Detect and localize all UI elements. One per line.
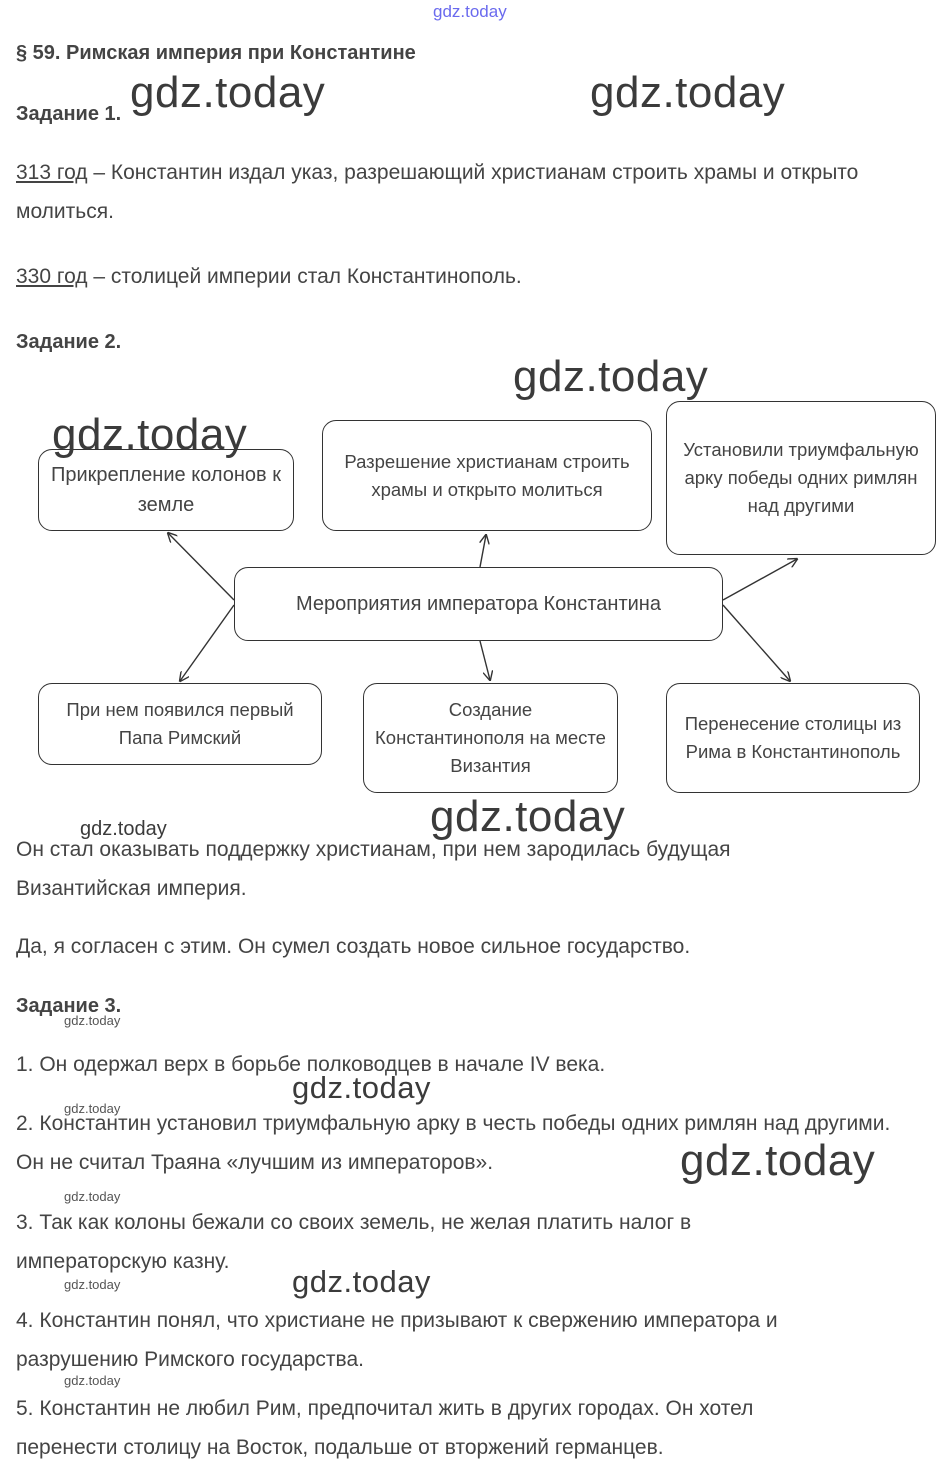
watermark: gdz.today (52, 410, 248, 459)
watermark: gdz.today (64, 1013, 121, 1028)
box-center: Мероприятия императора Константина (234, 567, 723, 641)
arrow-to-top-left (168, 533, 234, 600)
task3-heading: Задание 3. (16, 995, 122, 1017)
watermark: gdz.today (80, 818, 167, 840)
event2-year: 330 год (16, 265, 88, 288)
watermark: gdz.today (64, 1277, 121, 1292)
arrow-to-bottom-right (723, 605, 790, 681)
task3-item-2: 2. Константин установил триумфальную арку в честь победы одних римлян над другими. Он не считал Траяна «лучшим из императоров». (16, 1112, 891, 1174)
watermark: gdz.today (64, 1189, 121, 1204)
watermark: gdz.today (680, 1136, 876, 1185)
box-top-mid: Разрешение христианам строить храмы и открыто молиться (322, 420, 652, 531)
box-bottom-mid: Создание Константинополя на месте Византия (363, 683, 618, 793)
page-title: § 59. Римская империя при Константине (16, 42, 416, 64)
watermark: gdz.today (292, 1264, 431, 1299)
box-bottom-left: При нем появился первый Папа Римский (38, 683, 322, 765)
watermark: gdz.today (64, 1373, 121, 1388)
watermark-top: gdz.today (433, 2, 507, 21)
watermark: gdz.today (590, 68, 786, 117)
box-top-left: Прикрепление колонов к земле (38, 449, 294, 531)
watermark: gdz.today (292, 1070, 431, 1105)
watermark: gdz.today (430, 792, 626, 841)
arrow-to-bottom-left (180, 605, 234, 681)
task3-item-5: 5. Константин не любил Рим, предпочитал жить в других городах. Он хотел перенести столицу на Восток, подальше от вторжений германцев. (16, 1397, 754, 1459)
box-top-right: Установили триумфальную арку победы одних римлян над другими (666, 401, 936, 555)
task2-para1: Он стал оказывать поддержку христианам, при нем зародилась будущая Византийская империя. (16, 838, 731, 900)
arrow-to-top-mid (480, 535, 486, 567)
arrow-to-top-right (723, 559, 797, 600)
arrow-to-bottom-mid (480, 641, 490, 680)
event2-text: – столицей империи стал Константинополь. (87, 265, 522, 288)
event1-text: – Константин издал указ, разрешающий христианам строить храмы и открыто молиться. (16, 161, 859, 223)
watermark: gdz.today (130, 68, 326, 117)
task2-heading: Задание 2. (16, 331, 122, 353)
event1-year: 313 год (16, 161, 88, 184)
task1-heading: Задание 1. (16, 103, 122, 125)
task3-item-1: 1. Он одержал верх в борьбе полководцев в начале IV века. (16, 1053, 606, 1076)
watermark: gdz.today (64, 1101, 121, 1116)
task2-para2: Да, я согласен с этим. Он сумел создать новое сильное государство. (16, 935, 691, 958)
box-bottom-right: Перенесение столицы из Рима в Константинополь (666, 683, 920, 793)
watermark: gdz.today (513, 352, 709, 401)
task3-item-4: 4. Константин понял, что христиане не призывают к свержению императора и разрушению Римского государства. (16, 1309, 778, 1371)
task3-item-3: 3. Так как колоны бежали со своих земель, не желая платить налог в императорскую казну. (16, 1211, 692, 1273)
